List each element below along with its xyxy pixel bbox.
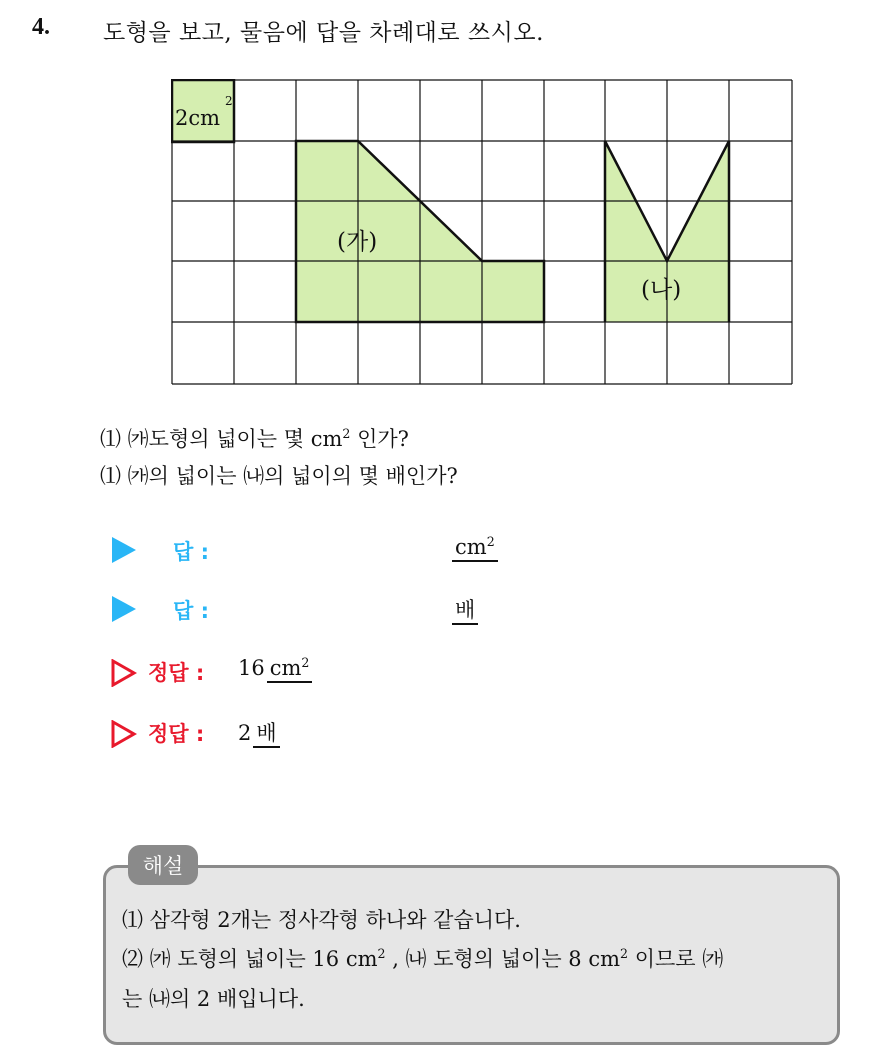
play-arrow-icon [112, 537, 136, 563]
answer-field-1[interactable]: $cm^2$ [452, 535, 498, 559]
question-number: 4. [32, 14, 50, 40]
play-arrow-icon [112, 596, 136, 622]
explanation-tag: 해설 [128, 845, 198, 885]
correct-value-2: 2 배 [238, 717, 280, 747]
answer-label-1: 답 : [173, 540, 209, 564]
answer-field-2[interactable]: 배 [452, 594, 478, 624]
answer-label-2: 답 : [173, 599, 209, 623]
explanation-line-3: 는 ㈏의 2 배입니다. [122, 987, 305, 1011]
hollow-arrow-icon [111, 720, 137, 748]
subquestion-2: ⑴ ㈎의 넓이는 ㈏의 넓이의 몇 배인가? [100, 464, 458, 488]
hollow-arrow-icon [111, 659, 137, 687]
unit-label-sup: 2 [225, 94, 233, 108]
shape-b-label: (나) [641, 277, 682, 303]
correct-value-1: 16 $cm^2$ [238, 656, 312, 680]
unit-label: 2cm [175, 106, 221, 130]
shape-a-label: (가) [337, 229, 378, 255]
correct-label-1: 정답 : [148, 661, 205, 685]
explanation-line-1: ⑴ 삼각형 2개는 정사각형 하나와 같습니다. [122, 908, 521, 932]
explanation-line-2: ⑵ ㈎ 도형의 넓이는 16 $cm^2$ , ㈏ 도형의 넓이는 8 $cm^2$ 이므로 ㈎ [122, 946, 724, 971]
subquestion-1: ⑴ ㈎도형의 넓이는 몇 $cm^2$ 인가? [100, 426, 409, 451]
grid-figure [171, 79, 793, 385]
question-text: 도형을 보고, 물음에 답을 차례대로 쓰시오. [103, 20, 544, 46]
correct-label-2: 정답 : [148, 722, 205, 746]
